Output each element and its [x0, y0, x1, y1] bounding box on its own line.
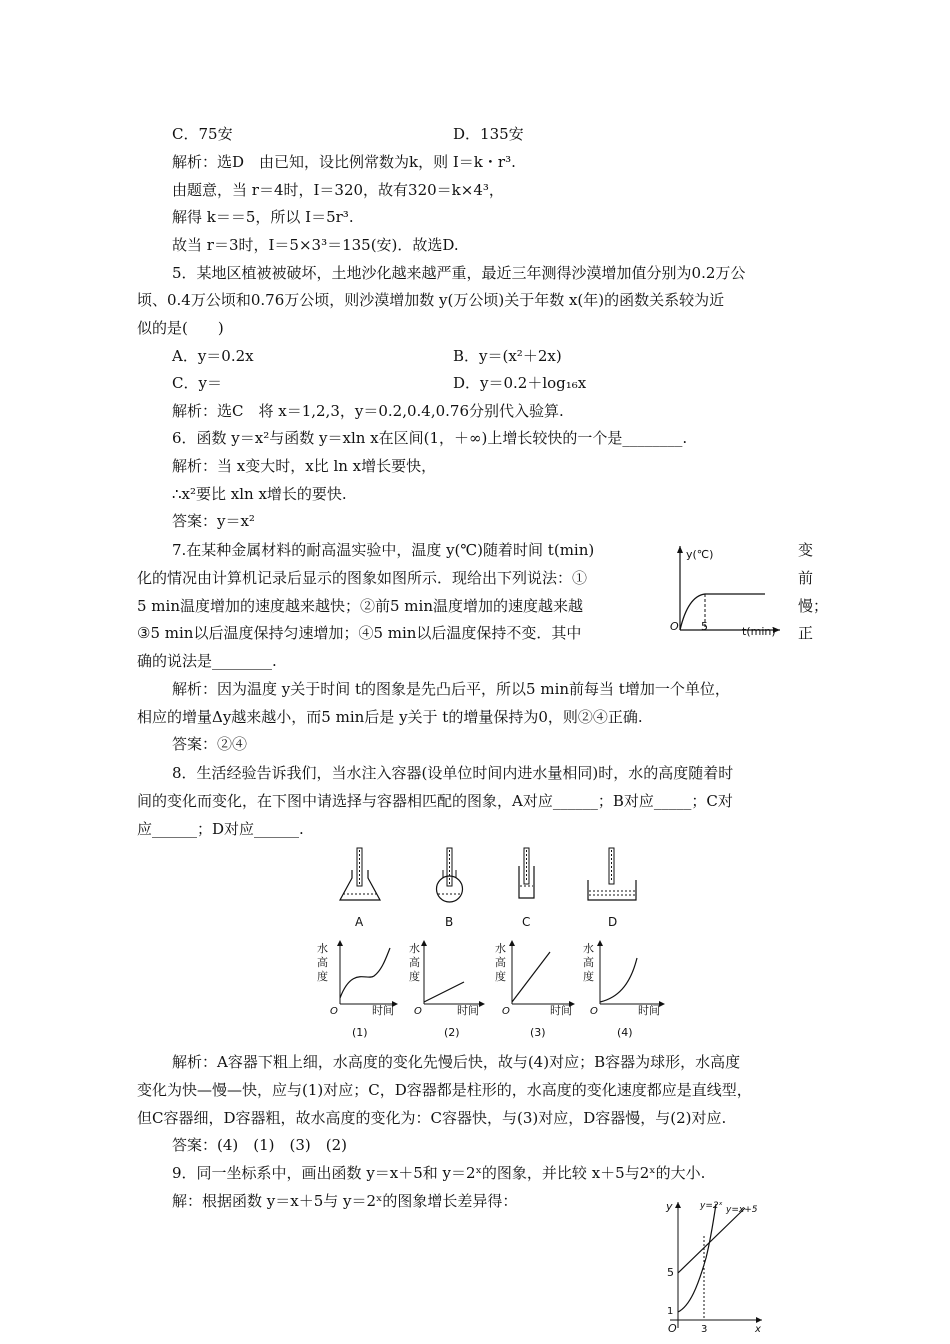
- question-5-text: 似的是( ): [137, 319, 224, 337]
- wrapped-char: 变: [798, 541, 814, 559]
- tick-label: 5: [701, 620, 708, 633]
- option-a: A．y＝0.2x: [172, 347, 254, 365]
- height-time-graphs: [312, 936, 672, 1044]
- y-label-char: 高: [317, 956, 328, 969]
- graph-number: (1): [352, 1026, 368, 1039]
- origin-label: O: [670, 620, 679, 633]
- x-label: 时间: [550, 1004, 572, 1017]
- answer-line: 答案：y＝x²: [172, 512, 255, 530]
- option-c: C．y＝: [172, 374, 222, 392]
- y-label-char: 度: [583, 970, 594, 983]
- solution-line: 故当 r＝3时，I＝5×3³＝135(安)．故选D.: [172, 236, 459, 254]
- option-c: C．75安: [172, 125, 233, 143]
- question-7-text: 5 min温度增加的速度越来越快；②前5 min温度增加的速度越来越: [137, 597, 583, 615]
- option-d: D．y＝0.2＋log₁₆x: [453, 374, 587, 392]
- question-7-text: ③5 min以后温度保持匀速增加；④5 min以后温度保持不变．其中: [137, 624, 582, 642]
- container-a: [340, 848, 380, 929]
- question-5-text: 5．某地区植被被破坏，土地沙化越来越严重，最近三年测得沙漠增加值分别为0.2万公: [172, 264, 746, 282]
- x-label: 时间: [372, 1004, 394, 1017]
- question-8-text: 8．生活经验告诉我们，当水注入容器(设单位时间内进水量相同)时，水的高度随着时: [172, 764, 734, 782]
- solution-line: 但C容器细，D容器粗，故水高度的变化为：C容器快，与(3)对应，D容器慢，与(2)对应.: [137, 1109, 727, 1127]
- graph-2: [409, 941, 484, 1039]
- solution-line: 变化为快—慢—快，应与(1)对应；C，D容器都是柱形的，水高度的变化速度都应是直线型，: [137, 1081, 752, 1099]
- solution-line: ∴x²要比 xln x增长的要快.: [172, 485, 347, 503]
- origin-label: O: [590, 1006, 598, 1017]
- container-b: [437, 848, 463, 929]
- origin-label: O: [668, 1322, 677, 1335]
- answer-line: 答案：(4) (1) (3) (2): [172, 1136, 347, 1154]
- y-label-char: 度: [495, 970, 506, 983]
- temperature-graph: [660, 538, 790, 648]
- x-axis-label: t(min): [742, 625, 776, 638]
- tick-label: 1: [667, 1306, 674, 1317]
- graph-4: [583, 941, 664, 1039]
- tick-label: 3: [701, 1324, 708, 1335]
- wrapped-char: 正: [798, 624, 814, 642]
- y-label-char: 度: [317, 970, 328, 983]
- solution-line: 解析：选D 由已知，设比例常数为k，则 I＝k・r³.: [172, 153, 516, 171]
- tick-label: 5: [667, 1266, 674, 1279]
- solution-line: 解析：因为温度 y关于时间 t的图象是先凸后平，所以5 min前每当 t增加一个单位，: [172, 680, 730, 698]
- graph-1: [317, 941, 397, 1039]
- x-label: 时间: [638, 1004, 660, 1017]
- question-5-text: 顷、0.4万公顷和0.76万公顷，则沙漠增加数 y(万公顷)关于年数 x(年)的函数关系较为近: [137, 291, 725, 309]
- y-label-char: 水: [409, 942, 420, 955]
- x-label: 时间: [457, 1004, 479, 1017]
- container-label: C: [522, 915, 531, 929]
- option-b: B．y＝(x²＋2x): [453, 347, 562, 365]
- curve-label: y=x+5: [726, 1205, 758, 1215]
- question-9-text: 9．同一坐标系中，画出函数 y＝x＋5和 y＝2ˣ的图象，并比较 x＋5与2ˣ的大小.: [172, 1164, 706, 1182]
- question-7-text: 化的情况由计算机记录后显示的图象如图所示．现给出下列说法：①: [137, 569, 588, 587]
- wrapped-char: 前: [798, 569, 814, 587]
- graph-number: (4): [617, 1026, 633, 1039]
- y-label-char: 水: [583, 942, 594, 955]
- question-8-text: 应______；D对应______.: [137, 820, 304, 838]
- x-axis-label: x: [755, 1324, 761, 1335]
- y-label-char: 度: [409, 970, 420, 983]
- question-7-text: 7.在某种金属材料的耐高温实验中，温度 y(℃)随着时间 t(min): [172, 541, 595, 559]
- question-7-text: 确的说法是________.: [137, 652, 277, 670]
- origin-label: O: [502, 1006, 510, 1017]
- y-label-char: 高: [583, 956, 594, 969]
- answer-line: 答案：②④: [172, 735, 248, 753]
- solution-line: 解得 k＝＝5，所以 I＝5r³.: [172, 208, 354, 226]
- container-label: D: [608, 915, 618, 929]
- graph-3: [495, 941, 574, 1039]
- option-d: D．135安: [453, 125, 524, 143]
- y-label-char: 高: [409, 956, 420, 969]
- solution-line: 由题意，当 r＝4时，I＝320，故有320＝k×4³，: [172, 181, 504, 199]
- y-label-char: 水: [317, 942, 328, 955]
- y-axis-label: y(℃): [686, 548, 714, 561]
- wrapped-char: 慢；: [798, 597, 829, 615]
- origin-label: O: [414, 1006, 422, 1017]
- solution-line: 解析：A容器下粗上细，水高度的变化先慢后快，故与(4)对应；B容器为球形，水高度: [172, 1053, 741, 1071]
- question-8-text: 间的变化而变化，在下图中请选择与容器相匹配的图象，A对应______；B对应_____；C对: [137, 792, 733, 810]
- solution-line: 解析：当 x变大时，x比 ln x增长要快，: [172, 457, 437, 475]
- graph-number: (2): [444, 1026, 460, 1039]
- container-label: A: [355, 915, 364, 929]
- container-d: [588, 848, 636, 929]
- solution-line: 解：根据函数 y＝x＋5与 y＝2ˣ的图象增长差异得：: [172, 1192, 518, 1210]
- y-label-char: 水: [495, 942, 506, 955]
- y-axis-label: y: [666, 1200, 673, 1213]
- graph-number: (3): [530, 1026, 546, 1039]
- curve-label: y=2ˣ: [700, 1201, 723, 1211]
- solution-line: 解析：选C 将 x＝1,2,3，y＝0.2,0.4,0.76分别代入验算.: [172, 402, 564, 420]
- origin-label: O: [330, 1006, 338, 1017]
- solution-line: 相应的增量Δy越来越小，而5 min后是 y关于 t的增量保持为0，则②④正确.: [137, 708, 643, 726]
- container-c: [519, 848, 534, 929]
- function-graph: [650, 1196, 770, 1336]
- y-label-char: 高: [495, 956, 506, 969]
- question-6-text: 6．函数 y＝x²与函数 y＝xln x在区间(1，＋∞)上增长较快的一个是________.: [172, 429, 688, 447]
- containers-figure: [330, 848, 650, 933]
- container-label: B: [445, 915, 454, 929]
